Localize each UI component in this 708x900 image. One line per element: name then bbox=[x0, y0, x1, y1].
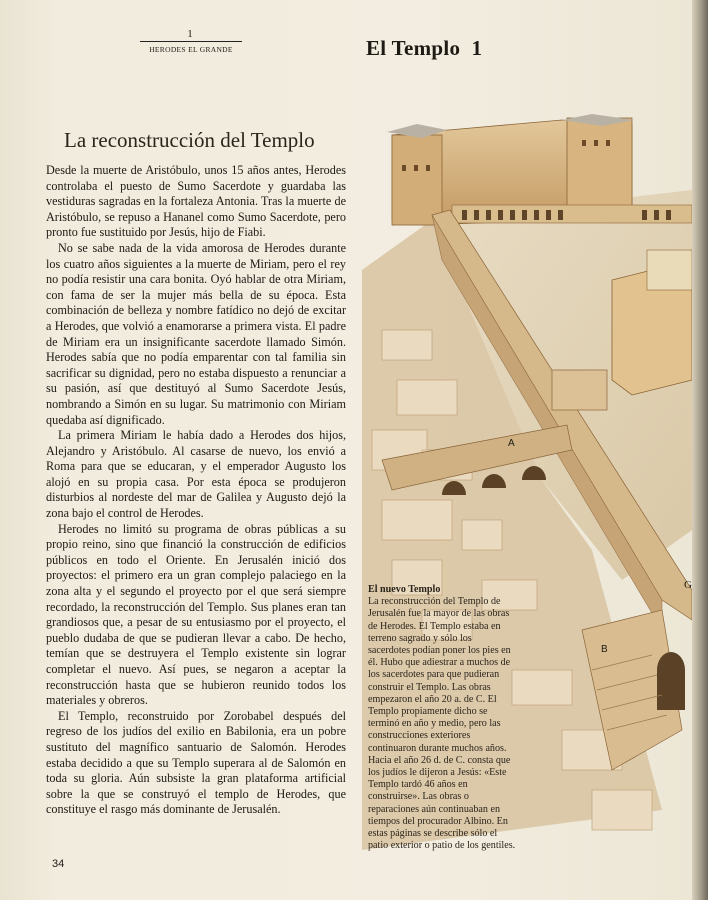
page-number: 34 bbox=[52, 858, 65, 870]
illustration-label-a: A bbox=[508, 438, 515, 449]
paragraph: El Templo, reconstruido por Zorobabel después del regreso de los judíos del exilio en Babilonia, era un pobre sustituto del magnífico santuario de Salomón. Herodes estaba decidido a que su Templo superara al de Salomón en toda su gloria. Aún subsiste la gran plataforma artificial sobre la que se construyó el templo de Herodes, que constituye el rasgo más dominante de Jerusalén. bbox=[46, 708, 346, 817]
section-title-text: El Templo bbox=[366, 36, 461, 60]
caption-text: La reconstrucción del Templo de Jerusalén fue la mayor de las obras de Herodes. El Templo estaba en terreno sagrado y sólo los sacerdotes podían poner los pies en él. Hubo que adiestrar a muchos de los sacerdotes para que pudieran construir el Templo. Las obras empezaron el año 20 a. de C. El Templo propiamente dicho se terminó en año y medio, pero las construcciones exteriores continuaron durante muchos años. Hacia el año 26 d. de C. consta que los judíos le dijeron a Jesús: «Este Templo tardó 46 años en construirse». Las obras o reparaciones aún continuaban en tiempos del procurador Albino. En estas páginas se describe sólo el patio exterior o patio de los gentiles. bbox=[368, 596, 516, 852]
header-rule bbox=[140, 41, 242, 42]
paragraph: No se sabe nada de la vida amorosa de Herodes durante los cuatro años siguientes a la muerte de Miriam, pero el rey no podía resistir una cara bonita. Oyó hablar de otra Miriam, con fama de ser la mujer más bella de su época. Esta combinación de belleza y nombre fatídico no dejó de excitar a Herodes, que volvió a enamorarse a primera vista. El padre de Miriam era un insignificante sacerdote llamado Simón. Herodes sabía que no podía emparentar con tal familia sin sacrificar su dignidad, pero no estaba dispuesto a renunciar a su pasión, así que destituyó al Sumo Sacerdote Jesús, nombrando a Simón en su lugar. Su matrimonio con Miriam quedaba así dignificado. bbox=[46, 240, 346, 427]
section-number: 1 bbox=[471, 36, 483, 60]
caption-title: El nuevo Templo bbox=[368, 584, 441, 595]
book-spine bbox=[692, 0, 708, 900]
section-title bbox=[366, 36, 482, 61]
article-body bbox=[46, 163, 346, 818]
gate-tower bbox=[552, 370, 607, 410]
paragraph: La primera Miriam le había dado a Herodes dos hijos, Alejandro y Aristóbulo. Al casarse de nuevo, los envió a Roma para que se educaran, y el emperador Augusto los alojó en su propia casa. Por esta época se produjeron disturbios al nordeste del mar de Galilea y Augusto dejó la zona bajo el control de Herodes. bbox=[46, 428, 346, 521]
article-title: La reconstrucción del Templo bbox=[64, 128, 315, 152]
edge-letter: G bbox=[684, 579, 692, 591]
illustration-label-b: B bbox=[601, 644, 608, 655]
paragraph: Herodes no limitó su programa de obras públicas a su propio reino, sino que financió la construcción de edificios públicos en todo el Oriente. En Jerusalén inició dos proyectos: el primero era un gran complejo palaciego en la zona alta y el segundo el proyecto por el que será siempre recordado, la reconstrucción del Templo. Sus planes eran tan grandiosos que, a pesar de su entusiasmo por el proyecto, el pueblo dudaba de que se pudieran llevar a cabo. De hecho, temían que se destruyera el Templo existente sin lograr completar el nuevo. Así pues, se negaron a aceptar la reconstrucción hasta que se hubieron reunido todos los materiales y obreros. bbox=[46, 521, 346, 708]
paragraph: Desde la muerte de Aristóbulo, unos 15 años antes, Herodes controlaba el puesto de Sumo Sacerdote y guardaba las vestiduras sagradas en la fortaleza Antonia. Tras la muerte de Aristóbulo, se repuso a Hananel como Sumo Sacerdote, pero pronto fue sustituido por Jesús, hijo de Fiabi. bbox=[46, 163, 346, 240]
illustration-caption bbox=[368, 584, 516, 852]
running-header: HERODES EL GRANDE bbox=[149, 45, 233, 54]
chapter-number: 1 bbox=[187, 28, 193, 40]
